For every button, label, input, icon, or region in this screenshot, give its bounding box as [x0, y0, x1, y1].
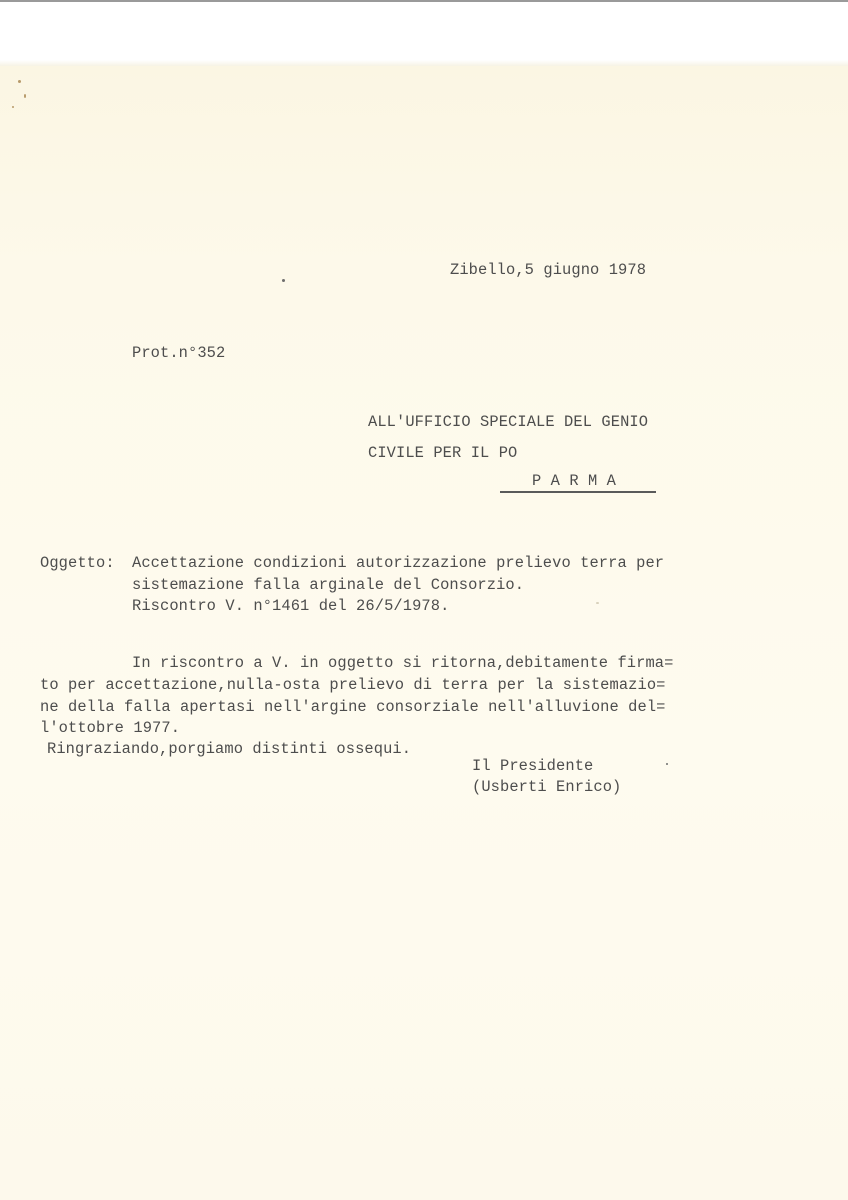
paper-speck: [282, 279, 285, 282]
place-date: Zibello,5 giugno 1978: [450, 261, 647, 279]
paper-speck: [12, 106, 14, 108]
signature-title: Il Presidente: [472, 757, 594, 775]
body-line-4: l'ottobre 1977.: [40, 719, 181, 737]
paper-speck: [18, 80, 21, 83]
closing-line: Ringraziando,porgiamo distinti ossequi.: [47, 740, 412, 758]
signature-name: (Usberti Enrico): [472, 778, 622, 796]
body-line-3: ne della falla apertasi nell'argine consorziale nell'alluvione del=: [40, 698, 666, 716]
letter-sheet: [0, 66, 848, 1200]
subject-line-1: Accettazione condizioni autorizzazione prelievo terra per: [132, 554, 665, 572]
subject-line-2: sistemazione falla arginale del Consorzio.: [132, 576, 525, 594]
paper-speck: [666, 763, 668, 765]
body-line-2: to per accettazione,nulla-osta prelievo di terra per la sistemazio=: [40, 676, 666, 694]
protocol-number: Prot.n°352: [132, 344, 226, 362]
subject-label: Oggetto:: [40, 554, 115, 572]
recipient-city: P A R M A: [532, 472, 617, 490]
recipient-line-1: ALL'UFFICIO SPECIALE DEL GENIO: [368, 413, 649, 431]
scan-top-border: [0, 0, 848, 2]
recipient-city-underline: [500, 491, 656, 493]
paper-speck: [24, 94, 26, 98]
recipient-line-2: CIVILE PER IL PO: [368, 444, 518, 462]
paper-speck: [596, 602, 599, 604]
subject-line-3: Riscontro V. n°1461 del 26/5/1978.: [132, 597, 450, 615]
body-line-1: In riscontro a V. in oggetto si ritorna,debitamente firma=: [132, 654, 674, 672]
